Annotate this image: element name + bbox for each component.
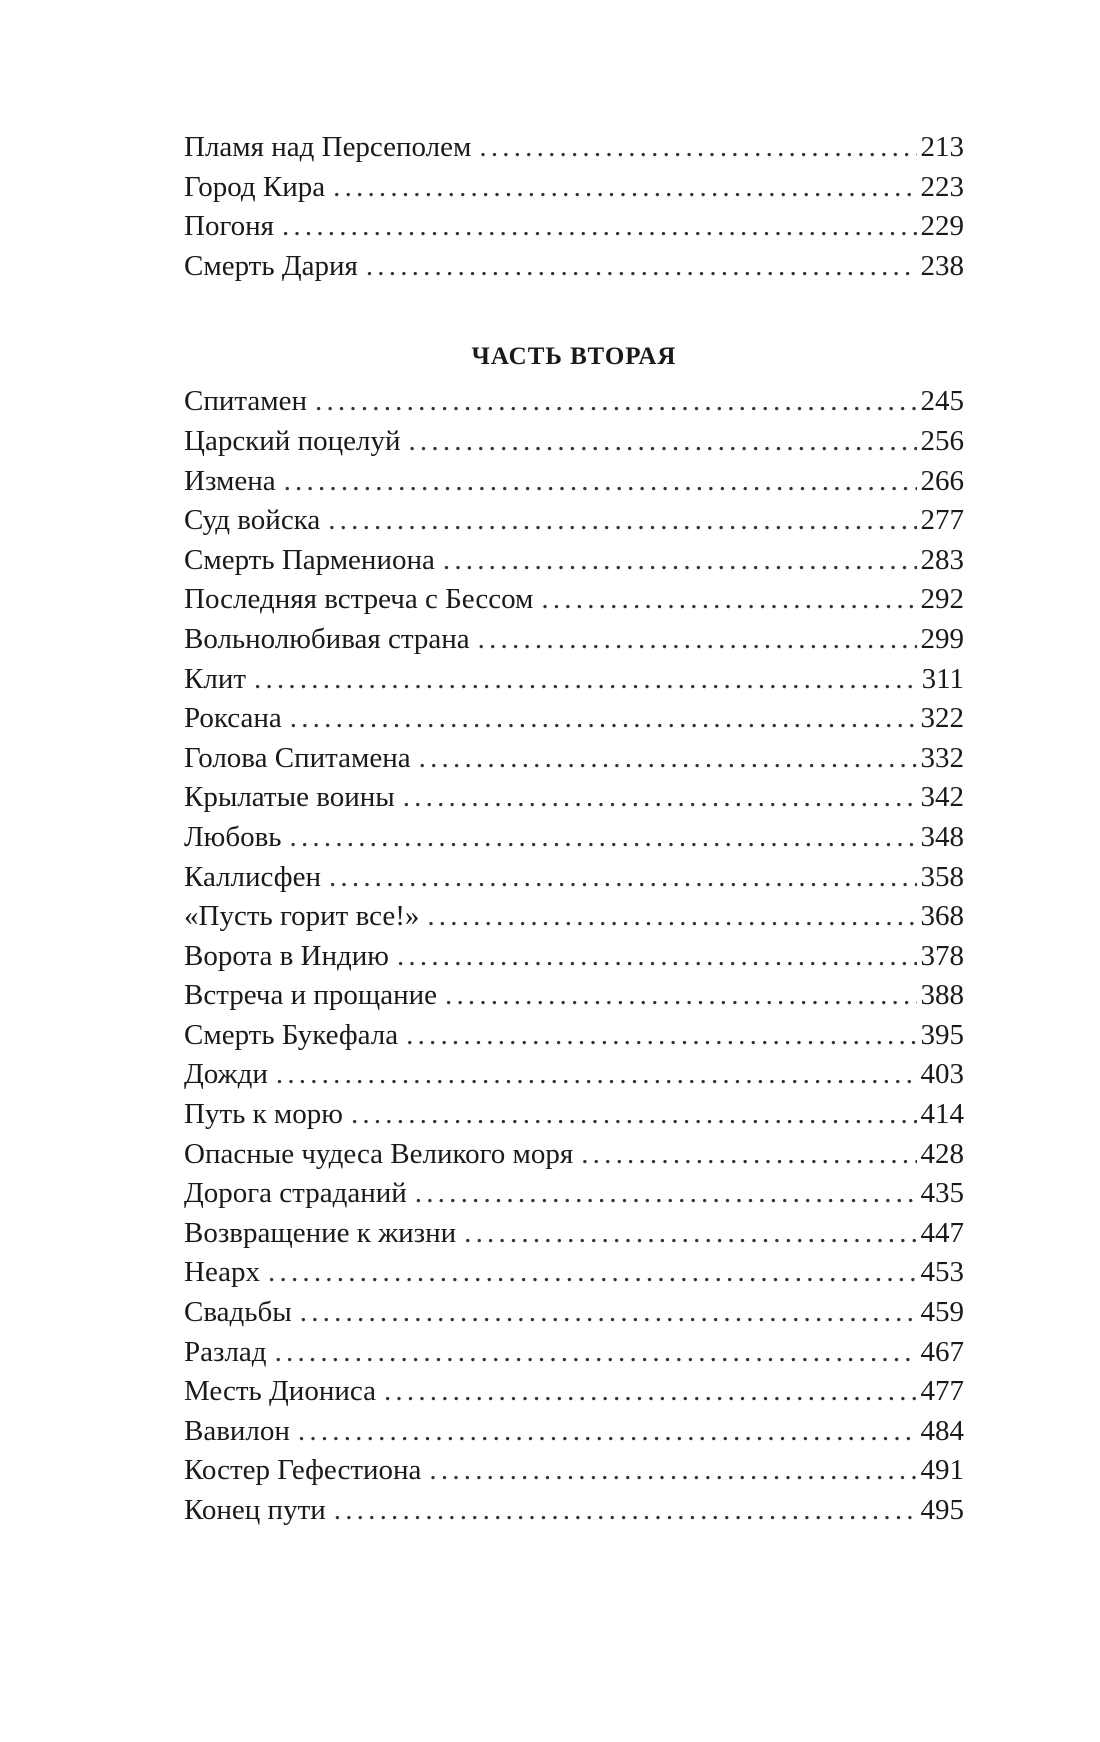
toc-entry xyxy=(184,897,964,937)
toc-entry-page-number: 484 xyxy=(920,1414,964,1447)
toc-entry-title: Дожди xyxy=(184,1058,268,1091)
dot-leader xyxy=(397,937,917,977)
toc-entry-page-number: 213 xyxy=(920,131,964,163)
part-two-heading: ЧАСТЬ ВТОРАЯ xyxy=(471,343,677,371)
toc-entry-page-number: 395 xyxy=(920,1018,964,1051)
toc-entry xyxy=(184,739,964,779)
toc-entry-page-number: 322 xyxy=(920,702,964,735)
toc-entry-title: Смерть Дария xyxy=(184,249,358,282)
toc-entry-page-number: 467 xyxy=(920,1335,964,1368)
toc-entry-page-number: 266 xyxy=(920,464,964,497)
toc-entry-page-number: 245 xyxy=(920,385,964,418)
dot-leader xyxy=(479,128,916,168)
toc-entry xyxy=(184,1293,964,1333)
toc-entry-page-number: 447 xyxy=(920,1216,964,1249)
toc-entry xyxy=(184,462,964,502)
dot-leader xyxy=(419,739,917,779)
toc-entry xyxy=(184,1253,964,1293)
toc-entry-page-number: 453 xyxy=(920,1256,964,1289)
dot-leader xyxy=(275,1333,917,1373)
toc-entry-title: Конец пути xyxy=(184,1494,326,1526)
toc-entry xyxy=(184,1491,964,1531)
dot-leader xyxy=(427,897,916,937)
toc-list-part-two xyxy=(184,382,964,1530)
toc-entry-title: Суд войска xyxy=(184,504,321,537)
dot-leader xyxy=(276,1055,917,1095)
toc-entry xyxy=(184,699,964,739)
toc-entry xyxy=(184,976,964,1016)
toc-entry-page-number: 238 xyxy=(920,249,964,282)
toc-entry xyxy=(184,207,964,247)
toc-entry-title: Пламя над Персеполем xyxy=(184,131,472,163)
toc-entry xyxy=(184,580,964,620)
toc-entry-page-number: 368 xyxy=(920,900,964,933)
toc-entry-title: Встреча и прощание xyxy=(184,979,437,1012)
toc-entry xyxy=(184,1016,964,1056)
toc-entry-page-number: 342 xyxy=(920,781,964,814)
toc-page xyxy=(184,128,964,1531)
toc-entry-title: Голова Спитамена xyxy=(184,741,411,774)
dot-leader xyxy=(406,1016,916,1056)
toc-entry xyxy=(184,1412,964,1452)
dot-leader xyxy=(581,1135,916,1175)
toc-entry-page-number: 459 xyxy=(920,1296,964,1329)
toc-entry-title: Клит xyxy=(184,662,247,695)
toc-entry xyxy=(184,937,964,977)
toc-entry-title: Любовь xyxy=(184,820,282,853)
dot-leader xyxy=(334,1491,917,1531)
toc-entry xyxy=(184,620,964,660)
toc-entry-title: Разлад xyxy=(184,1335,267,1368)
toc-entry xyxy=(184,1214,964,1254)
toc-entry-page-number: 495 xyxy=(920,1494,964,1526)
toc-entry-page-number: 292 xyxy=(920,583,964,616)
dot-leader xyxy=(333,168,916,208)
toc-entry-title: Путь к морю xyxy=(184,1098,343,1131)
toc-entry-title: Царский поцелуй xyxy=(184,424,401,457)
toc-entry xyxy=(184,1095,964,1135)
toc-entry-title: Спитамен xyxy=(184,385,308,418)
dot-leader xyxy=(541,580,916,620)
toc-entry-page-number: 435 xyxy=(920,1177,964,1210)
toc-entry-title: Ворота в Индию xyxy=(184,939,389,972)
dot-leader xyxy=(329,858,917,898)
toc-entry xyxy=(184,168,964,208)
dot-leader xyxy=(284,462,917,502)
toc-entry-title: Возвращение к жизни xyxy=(184,1216,457,1249)
toc-entry-title: Свадьбы xyxy=(184,1296,292,1329)
dot-leader xyxy=(464,1214,916,1254)
toc-entry xyxy=(184,501,964,541)
toc-entry-title: «Пусть горит все!» xyxy=(184,900,420,933)
toc-entry-page-number: 223 xyxy=(920,170,964,203)
toc-entry-title: Дорога страданий xyxy=(184,1177,407,1210)
toc-entry-title: Роксана xyxy=(184,702,282,735)
dot-leader xyxy=(443,541,917,581)
toc-entry-page-number: 311 xyxy=(921,662,964,695)
toc-entry-title: Опасные чудеса Великого моря xyxy=(184,1137,574,1170)
toc-entry-page-number: 491 xyxy=(920,1454,964,1487)
toc-entry xyxy=(184,422,964,462)
toc-entry xyxy=(184,660,964,700)
dot-leader xyxy=(408,422,916,462)
toc-entry-page-number: 428 xyxy=(920,1137,964,1170)
toc-entry-page-number: 332 xyxy=(920,741,964,774)
toc-entry-page-number: 283 xyxy=(920,543,964,576)
toc-entry-page-number: 299 xyxy=(920,622,964,655)
dot-leader xyxy=(403,778,917,818)
toc-entry-title: Каллисфен xyxy=(184,860,321,893)
toc-entry-title: Смерть Букефала xyxy=(184,1018,399,1051)
toc-entry xyxy=(184,1372,964,1412)
toc-entry-page-number: 229 xyxy=(920,210,964,243)
toc-entry-title: Костер Гефестиона xyxy=(184,1454,422,1487)
toc-entry-page-number: 388 xyxy=(920,979,964,1012)
toc-entry-page-number: 414 xyxy=(920,1098,964,1131)
toc-entry-page-number: 277 xyxy=(920,504,964,537)
toc-entry-title: Вольнолюбивая страна xyxy=(184,622,470,655)
dot-leader xyxy=(300,1293,917,1333)
toc-entry-title: Последняя встреча с Бессом xyxy=(184,583,534,616)
toc-entry-page-number: 358 xyxy=(920,860,964,893)
dot-leader xyxy=(268,1253,916,1293)
dot-leader xyxy=(351,1095,917,1135)
toc-entry-page-number: 348 xyxy=(920,820,964,853)
dot-leader xyxy=(328,501,916,541)
dot-leader xyxy=(298,1412,917,1452)
toc-entry xyxy=(184,128,964,168)
toc-entry-title: Неарх xyxy=(184,1256,261,1289)
toc-entry-page-number: 256 xyxy=(920,424,964,457)
dot-leader xyxy=(429,1451,916,1491)
toc-entry xyxy=(184,1174,964,1214)
toc-entry-title: Измена xyxy=(184,464,276,497)
toc-entry xyxy=(184,778,964,818)
toc-entry-page-number: 378 xyxy=(920,939,964,972)
toc-entry-page-number: 477 xyxy=(920,1375,964,1408)
toc-entry xyxy=(184,541,964,581)
dot-leader xyxy=(290,699,917,739)
dot-leader xyxy=(315,382,916,422)
dot-leader xyxy=(254,660,918,700)
dot-leader xyxy=(366,247,917,287)
dot-leader xyxy=(445,976,917,1016)
toc-entry xyxy=(184,1333,964,1373)
toc-entry xyxy=(184,247,964,287)
dot-leader xyxy=(415,1174,917,1214)
dot-leader xyxy=(290,818,917,858)
toc-entry xyxy=(184,1135,964,1175)
dot-leader xyxy=(384,1372,917,1412)
toc-entry-title: Город Кира xyxy=(184,170,326,203)
toc-entry-page-number: 403 xyxy=(920,1058,964,1091)
toc-entry xyxy=(184,818,964,858)
toc-entry xyxy=(184,858,964,898)
dot-leader xyxy=(282,207,917,247)
toc-entry xyxy=(184,1451,964,1491)
toc-entry xyxy=(184,382,964,422)
toc-entry-title: Смерть Пармениона xyxy=(184,543,435,576)
toc-entry-title: Крылатые воины xyxy=(184,781,395,814)
dot-leader xyxy=(478,620,917,660)
toc-entry-title: Вавилон xyxy=(184,1414,290,1447)
toc-entry-title: Месть Диониса xyxy=(184,1375,376,1408)
toc-entry-title: Погоня xyxy=(184,210,274,243)
toc-list-part-one-tail xyxy=(184,128,964,286)
toc-entry xyxy=(184,1055,964,1095)
